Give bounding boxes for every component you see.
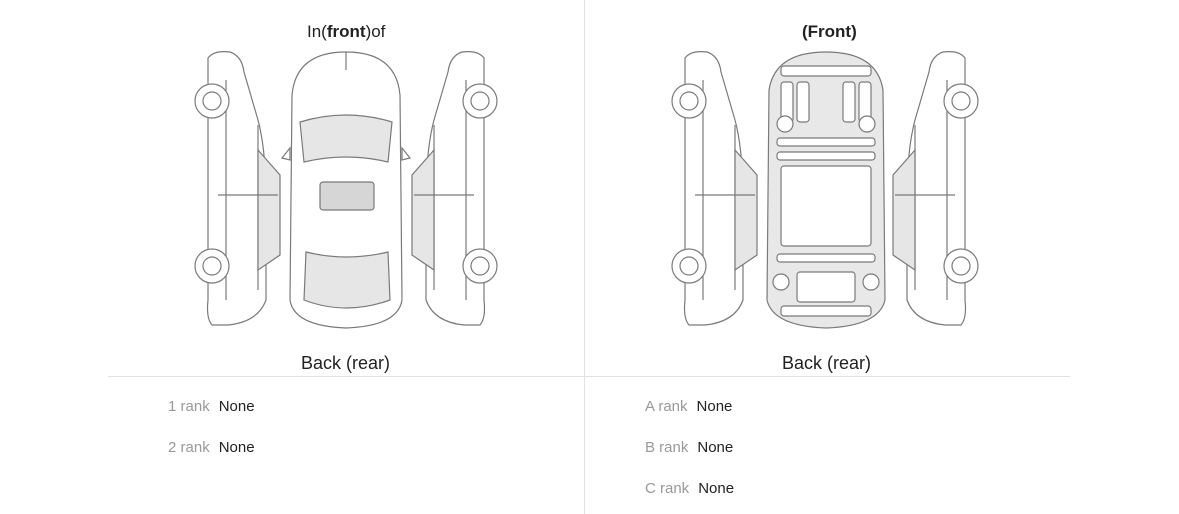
rank-row-a: [645, 398, 732, 415]
exterior-diagram-panel: [108, 0, 584, 376]
front-label: (Front): [802, 22, 857, 41]
rear-label: Back (rear): [782, 353, 872, 373]
top-view[interactable]: [282, 52, 410, 328]
rank-label: A rank: [645, 398, 688, 415]
frame-car-diagram: [585, 0, 1070, 376]
exterior-car-diagram: [108, 0, 584, 376]
rank-label: 1 rank: [168, 398, 210, 415]
left-side-view[interactable]: [672, 52, 757, 325]
rank-value: None: [698, 480, 735, 497]
rank-row-b: [645, 439, 733, 456]
horizontal-divider: [108, 376, 1070, 377]
frame-top-view[interactable]: [767, 52, 885, 328]
left-side-view[interactable]: [195, 52, 280, 325]
frame-diagram-panel: [585, 0, 1070, 376]
front-label: In(front)of: [307, 22, 386, 41]
rank-value: None: [697, 439, 734, 456]
rank-value: None: [218, 439, 255, 456]
rear-label: Back (rear): [301, 353, 391, 373]
rank-row-1: [168, 398, 255, 415]
rank-value: None: [696, 398, 733, 415]
rank-label: 2 rank: [168, 439, 210, 456]
rank-value: None: [218, 398, 255, 415]
rank-row-2: [168, 439, 255, 456]
rank-label: C rank: [645, 480, 690, 497]
right-side-view[interactable]: [893, 52, 978, 325]
right-side-view[interactable]: [412, 52, 497, 325]
rank-label: B rank: [645, 439, 689, 456]
rank-row-c: [645, 480, 734, 497]
